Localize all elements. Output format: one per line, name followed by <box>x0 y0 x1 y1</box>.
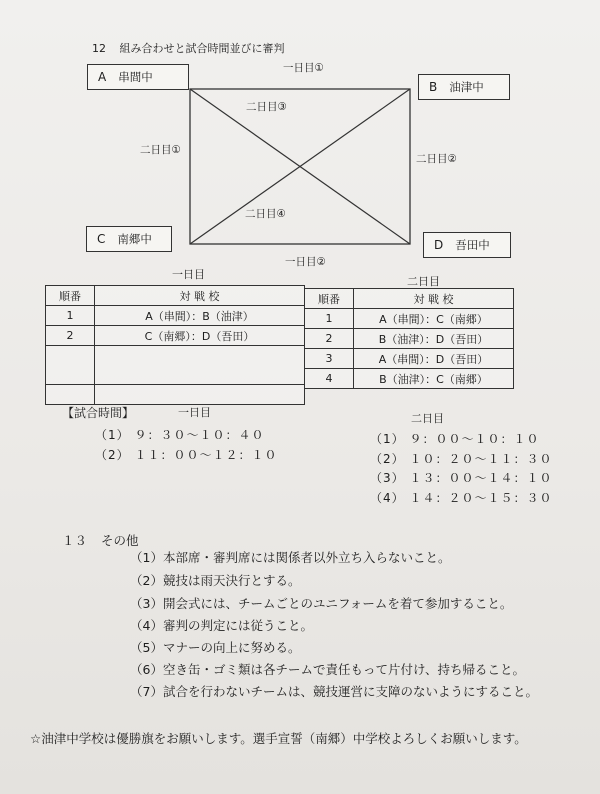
times-day1-heading: 一日目 <box>178 406 211 419</box>
day2-col-match: 対 戦 校 <box>354 289 514 309</box>
team-a-id: A <box>98 70 107 84</box>
day2-time-3: （3） １３：００～１４：１０ <box>370 471 553 485</box>
table-row <box>305 329 514 349</box>
list-item: （6）空き缶・ゴミ類は各チームで責任もって片付け、持ち帰ること。 <box>130 662 525 677</box>
day1-header-row <box>46 286 305 306</box>
day1-row-num: 1 <box>46 306 95 326</box>
day2-col-num: 順番 <box>305 289 354 309</box>
label-left: 二日目① <box>140 144 181 156</box>
day2-row-match: A（串間）：D（吾田） <box>354 349 514 369</box>
day1-row-match <box>95 385 305 405</box>
section-12-title: 組み合わせと試合時間並びに審判 <box>119 42 285 55</box>
day2-row-num: 3 <box>305 349 354 369</box>
list-item: （1）本部席・審判席には関係者以外立ち入らないこと。 <box>130 550 451 565</box>
day2-row-num: 1 <box>305 309 354 329</box>
table-row <box>46 306 305 326</box>
team-box-b <box>418 74 510 100</box>
label-diag-upper: 二日目③ <box>246 101 287 113</box>
day2-row-match: B（油津）：D（吾田） <box>354 329 514 349</box>
day1-time-2: （2） １１：００～１２：１０ <box>95 448 278 462</box>
day1-col-num: 順番 <box>46 286 95 306</box>
label-bottom: 一日目② <box>285 256 326 268</box>
day1-row-num <box>46 346 95 385</box>
label-diag-lower: 二日目④ <box>245 208 286 220</box>
day2-time-1: （1） ９：００～１０：１０ <box>370 432 540 446</box>
team-b-name: 油津中 <box>449 80 484 94</box>
closing-note: ☆油津中学校は優勝旗をお願いします。選手宣誓（南郷）中学校よろしくお願いします。 <box>30 731 527 746</box>
list-item: （7）試合を行わないチームは、競技運営に支障のないようにすること。 <box>130 684 538 699</box>
table-row <box>46 346 305 385</box>
day1-row-match: C（南郷）：D（吾田） <box>95 326 305 346</box>
table-row <box>305 309 514 329</box>
table-row <box>46 385 305 405</box>
list-item: （4）審判の判定には従うこと。 <box>130 618 313 633</box>
table-row <box>305 349 514 369</box>
day2-schedule-table <box>304 288 514 389</box>
day1-time-1: （1） ９：３０～１０：４０ <box>95 428 265 442</box>
times-day2-heading: 二日目 <box>411 412 444 425</box>
team-c-name: 南郷中 <box>117 232 152 246</box>
label-top: 一日目① <box>283 62 324 74</box>
day1-table-heading: 一日目 <box>172 268 205 281</box>
table-row <box>305 369 514 389</box>
day1-col-match: 対 戦 校 <box>95 286 305 306</box>
day1-row-match <box>95 346 305 385</box>
list-item: （3）開会式には、チームごとのユニフォームを着て参加すること。 <box>130 596 513 611</box>
day2-row-num: 4 <box>305 369 354 389</box>
section-13-heading <box>62 531 139 549</box>
section-13-number: １３ <box>62 533 88 548</box>
day2-table-heading: 二日目 <box>407 275 440 288</box>
day2-header-row <box>305 289 514 309</box>
times-heading: 【試合時間】 <box>62 406 135 420</box>
section-13-title: その他 <box>101 533 139 548</box>
team-c-id: C <box>97 232 106 246</box>
day2-time-4: （4） １４：２０～１５：３０ <box>370 491 553 505</box>
label-right: 二日目② <box>416 153 457 165</box>
day2-row-match: B（油津）：C（南郷） <box>354 369 514 389</box>
team-a-name: 串間中 <box>118 70 153 84</box>
team-box-c <box>86 226 172 252</box>
team-box-a <box>87 64 189 90</box>
list-item: （5）マナーの向上に努める。 <box>130 640 301 655</box>
day2-row-match: A（串間）：C（南郷） <box>354 309 514 329</box>
day1-schedule-table <box>45 285 305 405</box>
team-d-id: D <box>434 238 444 252</box>
team-d-name: 吾田中 <box>455 238 490 252</box>
day1-row-num <box>46 385 95 405</box>
day1-row-match: A（串間）：B（油津） <box>95 306 305 326</box>
table-row <box>46 326 305 346</box>
list-item: （2）競技は雨天決行とする。 <box>130 573 301 588</box>
day2-time-2: （2） １０：２０～１１：３０ <box>370 452 553 466</box>
day2-row-num: 2 <box>305 329 354 349</box>
team-box-d <box>423 232 511 258</box>
section-12-number: 12 <box>92 42 106 55</box>
team-b-id: B <box>429 80 438 94</box>
day1-row-num: 2 <box>46 326 95 346</box>
